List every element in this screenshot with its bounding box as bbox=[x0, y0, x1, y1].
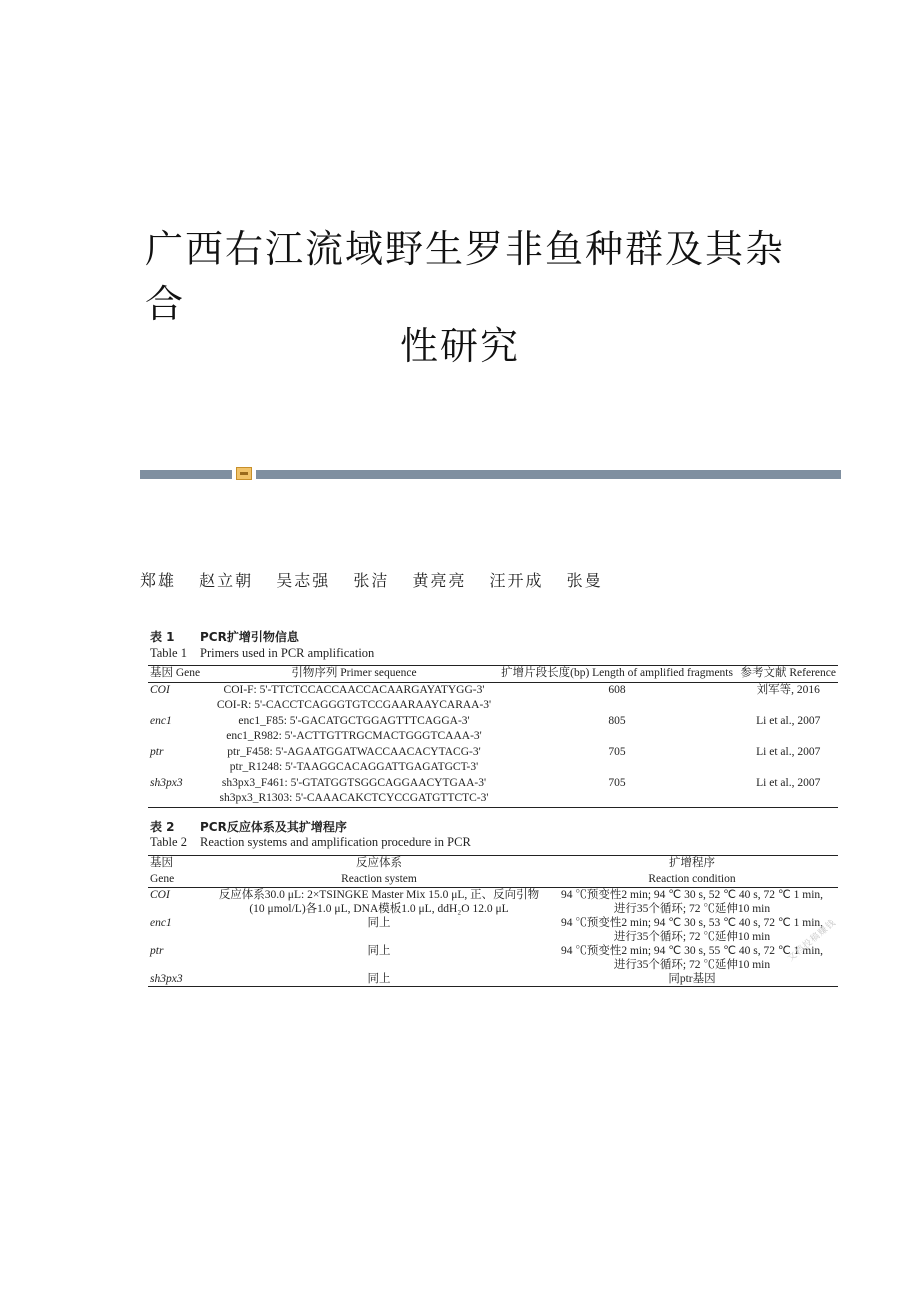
table-row: ptr 同上 94 ℃预变性2 min; 94 ℃ 30 s, 55 ℃ 40 s, 72 ℃ 1 min, bbox=[150, 945, 824, 957]
table-row: enc1 enc1_F85: 5'-GACATGCTGGAGTTTCAGGA-3' 805 Li et al., 2007 bbox=[150, 714, 821, 727]
col-header-condition-cn: 扩增程序 bbox=[546, 856, 838, 872]
col-header-gene-cn: 基因 bbox=[148, 856, 212, 872]
table-row: sh3px3 sh3px3_F461: 5'-GTATGGTSGGCAGGAACYTGAA-3' 705 Li et al., 2007 bbox=[150, 776, 821, 789]
author: 郑雄 bbox=[140, 571, 177, 590]
table-row: COI-R: 5'-CACCTCAGGGTGTCCGAARAAYCARAA-3' bbox=[216, 699, 492, 711]
table-row: ptr ptr_F458: 5'-AGAATGGATWACCAACACYTACG-3' 705 Li et al., 2007 bbox=[150, 745, 821, 758]
col-header-primer: 引物序列 Primer sequence bbox=[212, 666, 495, 683]
col-header-system-en: Reaction system bbox=[212, 872, 546, 888]
table2-caption-en: Table 2 Reaction systems and amplification procedure in PCR bbox=[150, 835, 471, 849]
document-title-line2: 性研究 bbox=[399, 324, 520, 368]
table-row: sh3px3_R1303: 5'-CAAACAKCTCYCCGATGTTCTC-3' bbox=[148, 791, 838, 807]
divider-emblem-icon bbox=[236, 467, 252, 480]
author: 吴志强 bbox=[276, 571, 331, 590]
author: 黄亮亮 bbox=[412, 571, 467, 590]
primer-table bbox=[148, 665, 838, 808]
watermark: 文档投稿赚钱 bbox=[785, 917, 839, 964]
author: 张洁 bbox=[353, 571, 390, 590]
table-row: COI 反应体系30.0 μL: 2×TSINGKE Master Mix 15.0 μL, 正、反向引物 94 ℃预变性2 min; 94 ℃ 30 s, 52 ℃ 40 s, 72 ℃ 1 min, bbox=[150, 889, 824, 901]
col-header-condition-en: Reaction condition bbox=[546, 872, 838, 888]
col-header-system-cn: 反应体系 bbox=[212, 856, 546, 872]
author: 张曼 bbox=[566, 571, 603, 590]
document-title-line1: 广西右江流域野生罗非鱼种群及其杂合 bbox=[145, 227, 786, 326]
table-row: COI COI-F: 5'-TTCTCCACCAACCACAARGAYATYGG-3' 608 刘军等, 2016 bbox=[150, 683, 820, 696]
reaction-table bbox=[148, 855, 838, 987]
table-row: enc1_R982: 5'-ACTTGTTRGCMACTGGGTCAAA-3' bbox=[226, 730, 482, 742]
col-header-reference: 参考文献 Reference bbox=[739, 666, 838, 683]
author: 赵立朝 bbox=[199, 571, 254, 590]
table-row: 进行35个循环; 72 ℃延伸10 min bbox=[613, 931, 771, 943]
divider-right bbox=[256, 470, 841, 479]
table-row: (10 μmol/L)各1.0 μL, DNA模板1.0 μL, ddH₂O 12.0 μL 进行35个循环; 72 ℃延伸10 min bbox=[249, 903, 771, 915]
table1-caption-cn: 表 1 PCR扩增引物信息 bbox=[150, 630, 299, 644]
author: 汪开成 bbox=[489, 571, 544, 590]
table2-caption-cn: 表 2 PCR反应体系及其扩增程序 bbox=[150, 820, 347, 834]
table-row: ptr_R1248: 5'-TAAGGCACAGGATTGAGATGCT-3' bbox=[229, 761, 479, 773]
table1-caption-en: Table 1 Primers used in PCR amplification bbox=[150, 646, 375, 660]
col-header-gene-en: Gene bbox=[148, 872, 212, 888]
table-row: enc1 同上 94 ℃预变性2 min; 94 ℃ 30 s, 53 ℃ 40 s, 72 ℃ 1 min, bbox=[150, 917, 824, 929]
divider-left bbox=[140, 470, 232, 479]
table-row: sh3px3 同上 同ptr基因 bbox=[148, 972, 838, 987]
table-row: 进行35个循环; 72 ℃延伸10 min bbox=[613, 959, 771, 971]
col-header-length: 扩增片段长度(bp) Length of amplified fragments bbox=[496, 666, 739, 683]
author-list bbox=[140, 568, 621, 591]
col-header-gene: 基因 Gene bbox=[148, 666, 212, 683]
